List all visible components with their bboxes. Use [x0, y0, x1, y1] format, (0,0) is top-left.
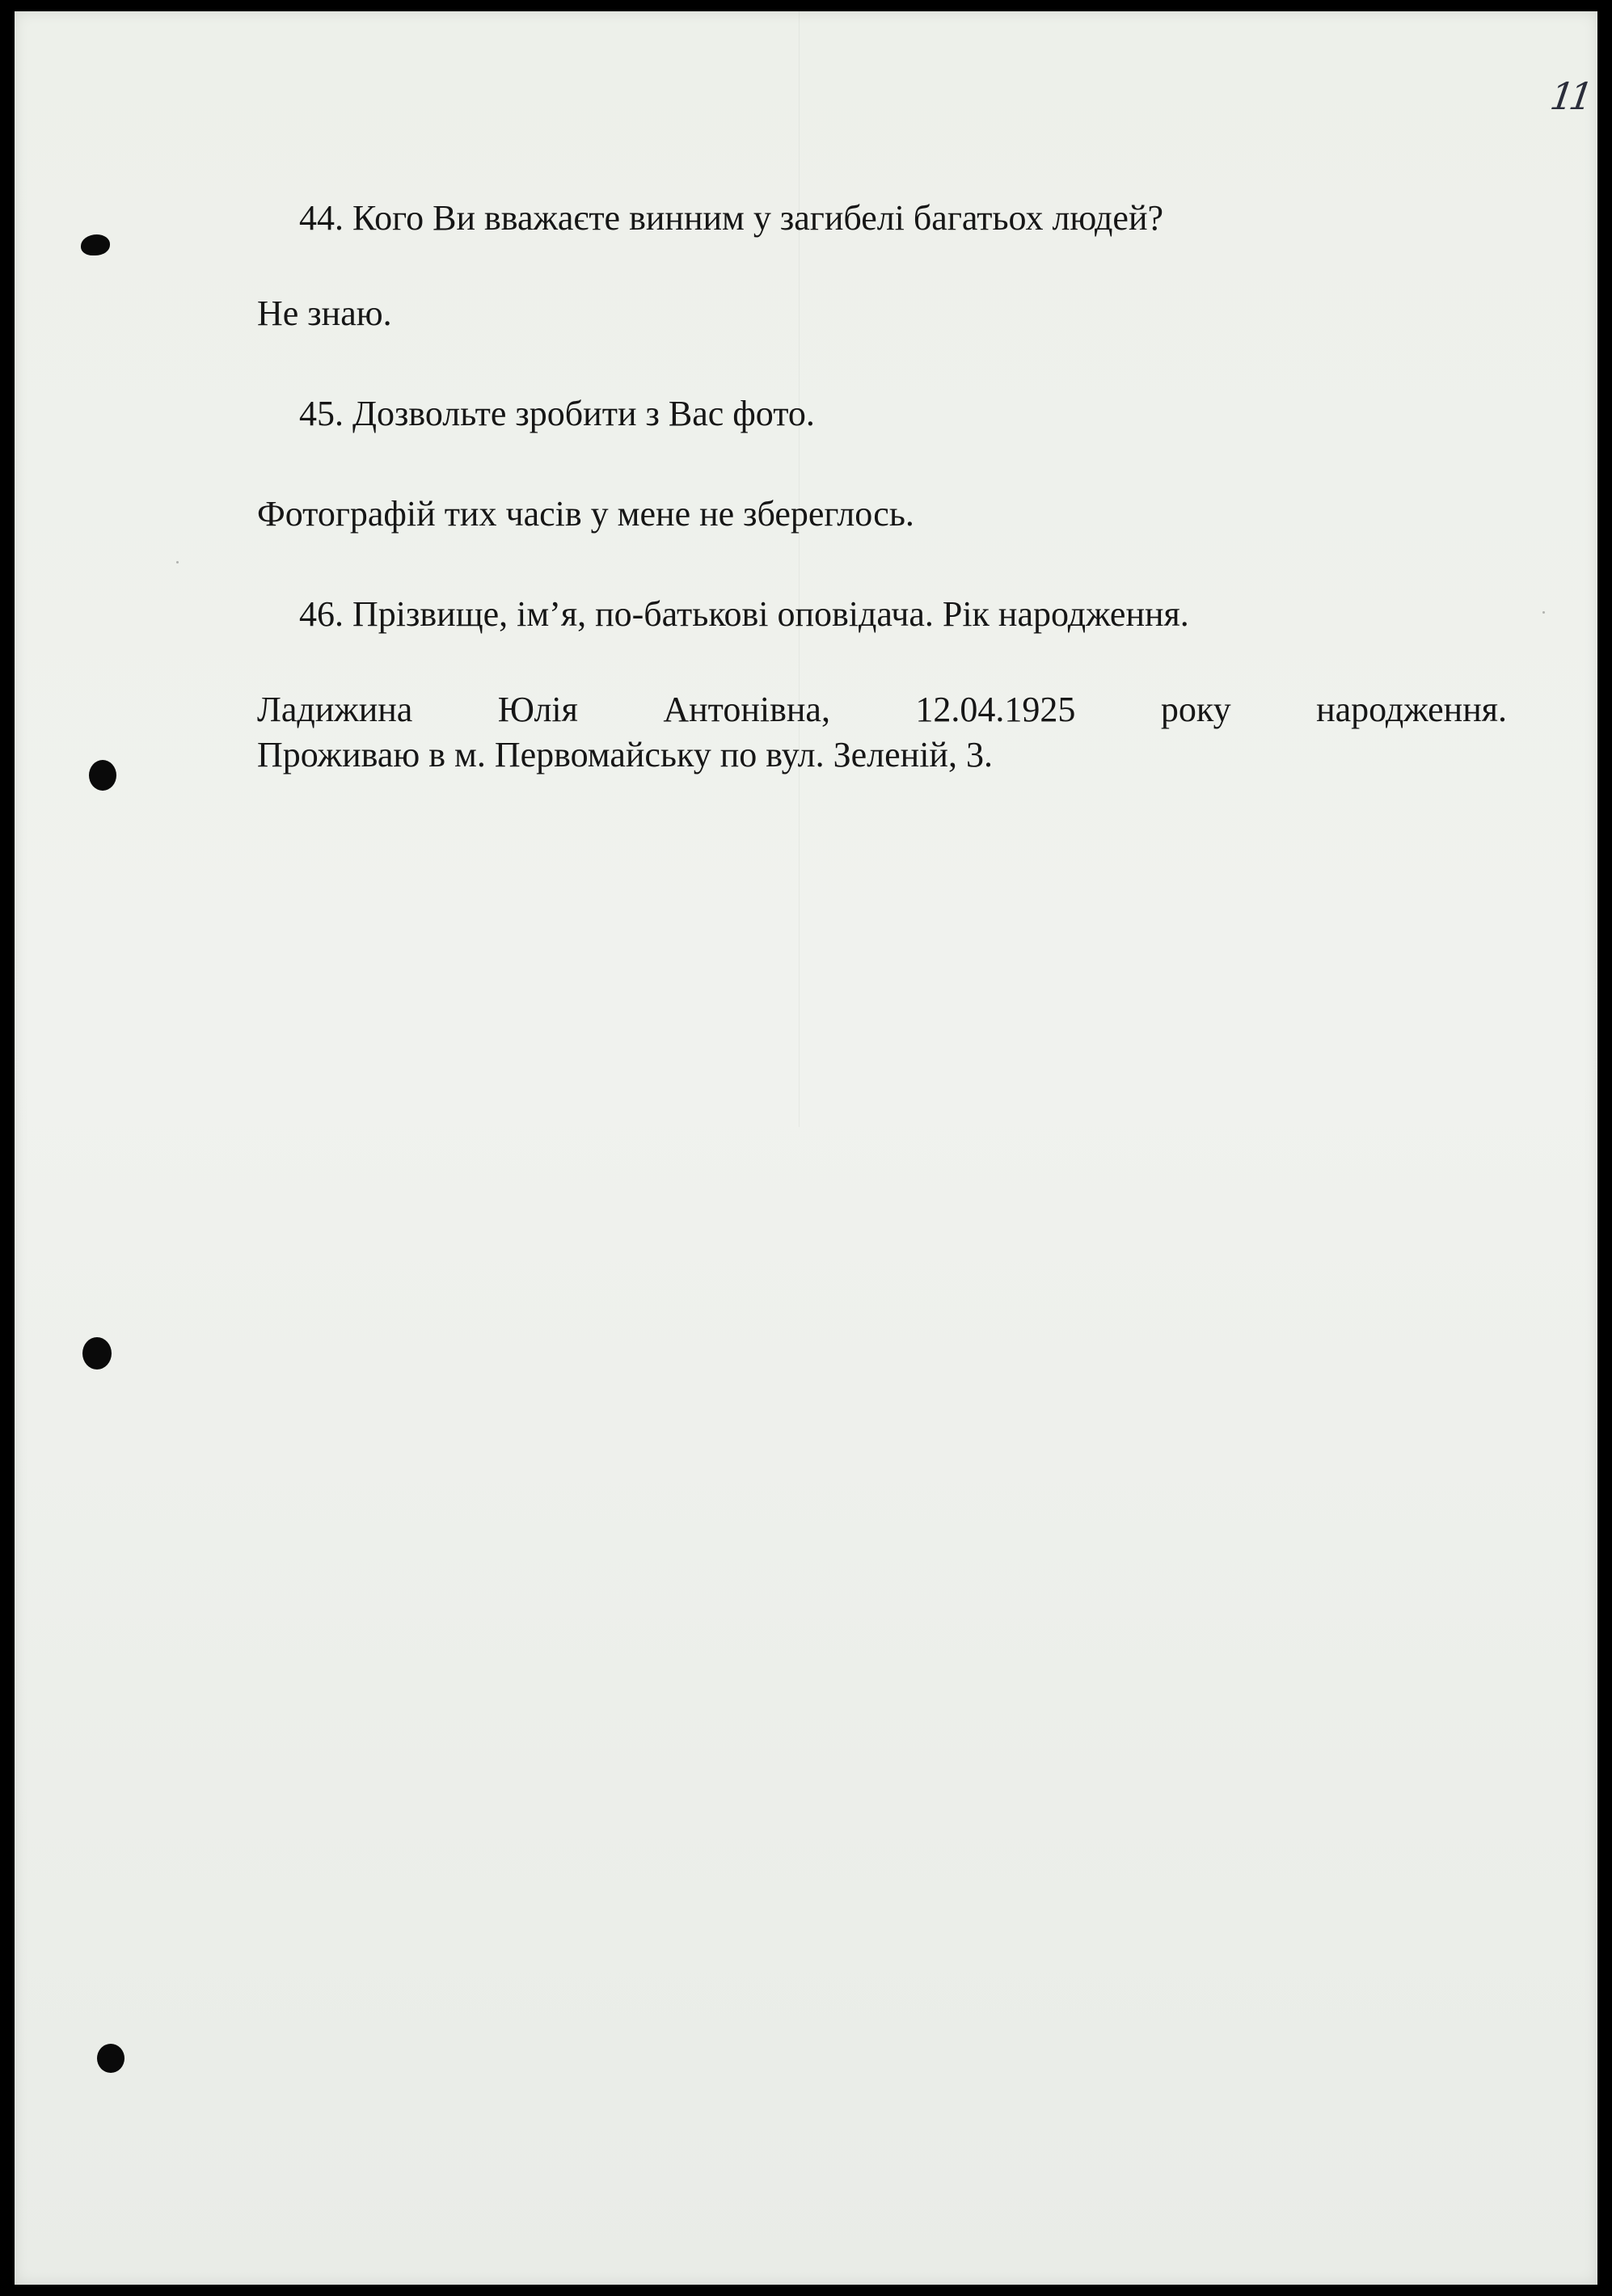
punch-hole	[89, 760, 116, 791]
paper-speck	[1542, 611, 1545, 614]
answer-46-line-2: Проживаю в м. Первомайську по вул. Зеленій, 3.	[257, 735, 993, 774]
answer-46-word: Юлія	[497, 690, 578, 729]
answer-46-line-1	[257, 687, 1507, 732]
paper-fold-line	[799, 11, 800, 1127]
answer-46-word: народження.	[1316, 690, 1507, 729]
punch-hole	[82, 1337, 112, 1370]
answer-46	[257, 687, 1507, 778]
document-page	[15, 11, 1597, 2285]
question-44: 44. Кого Ви вважаєте винним у загибелі багатьох людей?	[299, 198, 1164, 238]
answer-46-word: року	[1160, 690, 1231, 729]
paper-speck	[176, 561, 179, 563]
question-45: 45. Дозвольте зробити з Вас фото.	[299, 394, 815, 433]
punch-hole	[97, 2044, 124, 2073]
handwritten-page-number: 11	[1547, 74, 1592, 118]
punch-hole	[81, 234, 110, 255]
answer-46-word: Ладижина	[257, 690, 413, 729]
answer-46-word: Антонівна,	[663, 690, 830, 729]
answer-45: Фотографій тих часів у мене не збереглось.	[257, 494, 914, 534]
answer-44: Не знаю.	[257, 293, 392, 333]
answer-46-word: 12.04.1925	[915, 690, 1076, 729]
question-46: 46. Прізвище, ім’я, по-батькові оповідача. Рік народження.	[299, 594, 1189, 634]
